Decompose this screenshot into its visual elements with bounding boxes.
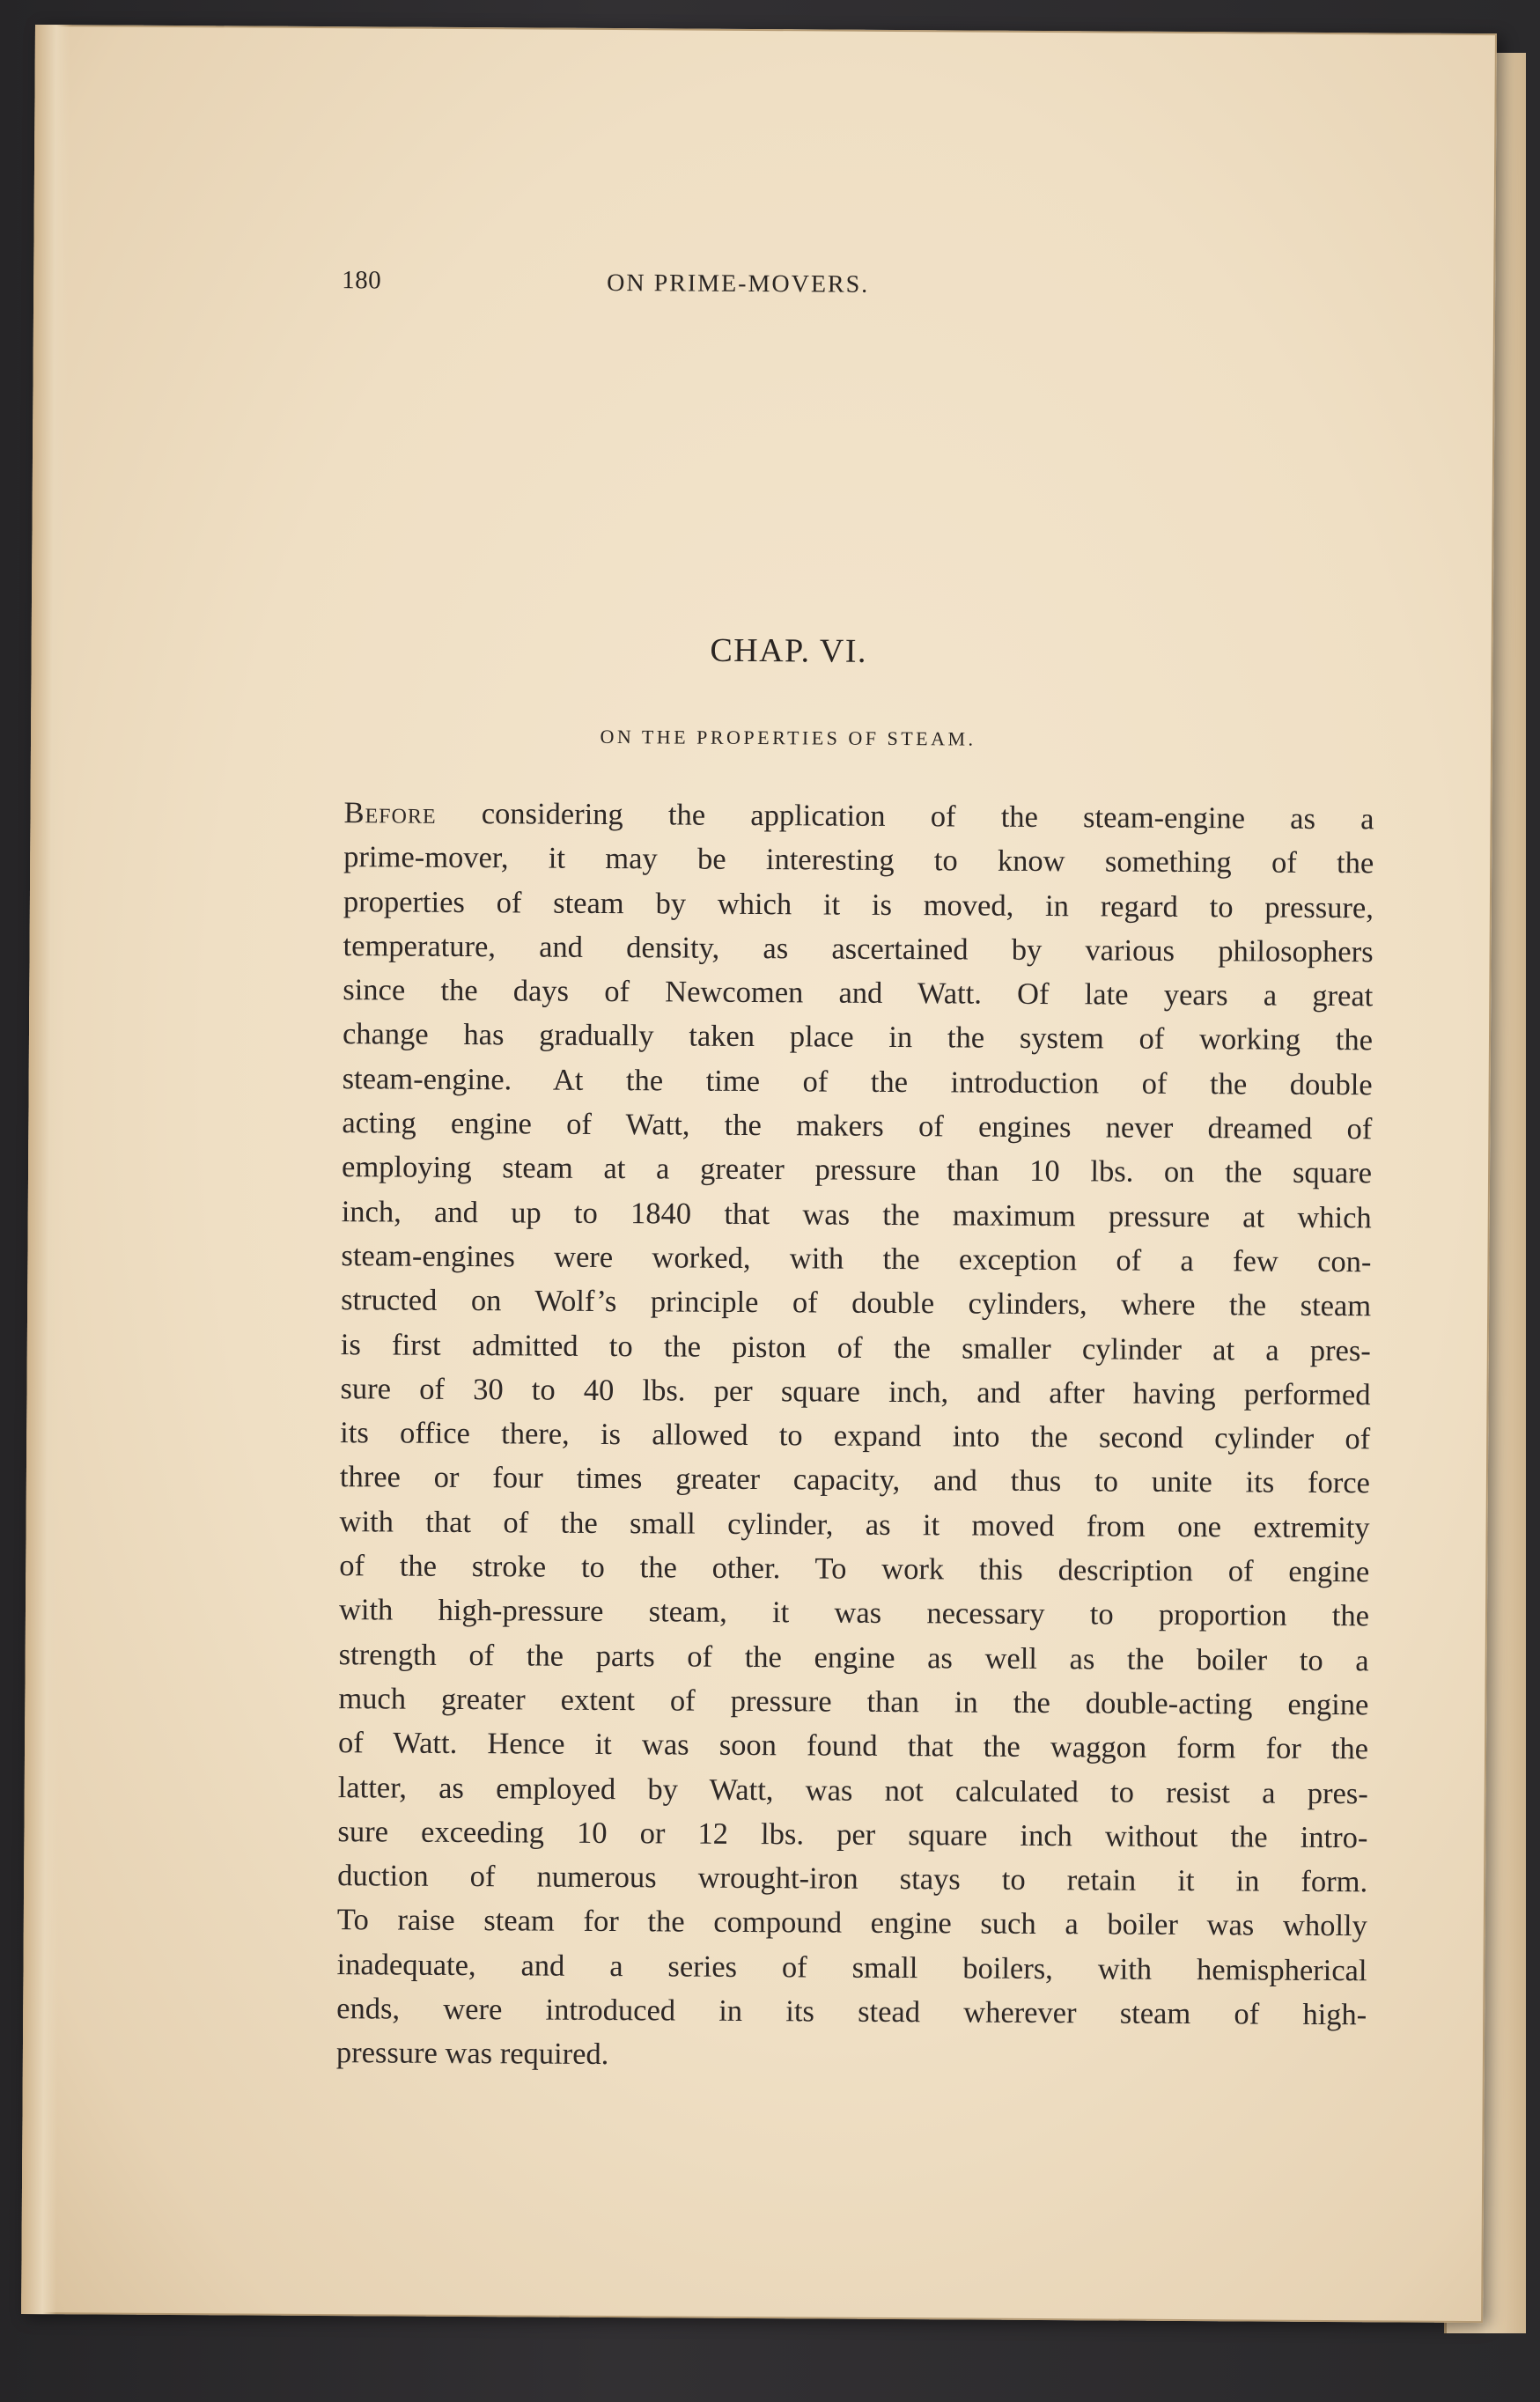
- body-paragraph: [336, 791, 1374, 2081]
- text-line: since the days of Newcomen and Watt. Of late years a great: [343, 973, 1374, 1013]
- text-line: inadequate, and a series of small boilers, with hemispherical: [336, 1947, 1367, 1987]
- text-line: is first admitted to the piston of the smaller cylinder at a pres-: [340, 1327, 1371, 1367]
- text-line: temperature, and density, as ascertained by various philosophers: [343, 929, 1374, 969]
- opening-word: Before: [343, 796, 437, 830]
- text-line: sure of 30 to 40 lbs. per square inch, and after having performed: [340, 1372, 1371, 1412]
- text-line: three or four times greater capacity, and thus to unite its force: [339, 1460, 1371, 1500]
- text-line: pressure was required.: [335, 2036, 609, 2072]
- text-line: latter, as employed by Watt, was not calculated to resist a pres-: [337, 1770, 1368, 1810]
- text-line: acting engine of Watt, the makers of engines never dreamed of: [342, 1106, 1373, 1146]
- book-page: [21, 25, 1497, 2323]
- text-line: with that of the small cylinder, as it moved from one extremity: [339, 1504, 1370, 1545]
- text-line: of the stroke to the other. To work this description of engine: [339, 1549, 1370, 1589]
- text-line: change has gradually taken place in the system of working the: [342, 1017, 1374, 1057]
- text-line: with high-pressure steam, it was necessary to proportion the: [338, 1593, 1370, 1633]
- text-line: Before considering the application of the steam-engine as a: [343, 796, 1374, 836]
- text-line: structed on Wolf’s principle of double cylinders, where the steam: [341, 1283, 1372, 1323]
- text-line: duction of numerous wrought-iron stays to retain it in form.: [337, 1859, 1368, 1899]
- text-line: much greater extent of pressure than in the double-acting engine: [338, 1682, 1369, 1722]
- text-line: To raise steam for the compound engine such a boiler was wholly: [336, 1903, 1367, 1943]
- text-line: steam-engines were worked, with the exception of a few con-: [341, 1239, 1372, 1279]
- text-line: ends, were introduced in its stead wherever steam of high-: [336, 1992, 1367, 2032]
- text-line: inch, and up to 1840 that was the maximum pressure at which: [341, 1194, 1372, 1234]
- text-line: sure exceeding 10 or 12 lbs. per square inch without the intro-: [337, 1814, 1368, 1855]
- section-title: ON THE PROPERTIES OF STEAM.: [600, 725, 976, 750]
- text-line: employing steam at a greater pressure than 10 lbs. on the square: [341, 1150, 1373, 1190]
- page-number: 180: [342, 266, 382, 295]
- text-line: steam-engine. At the time of the introduction of the double: [342, 1061, 1373, 1102]
- running-head: [33, 245, 1495, 306]
- text-line: properties of steam by which it is moved, in regard to pressure,: [343, 884, 1374, 925]
- text-line: prime-mover, it may be interesting to know something of the: [343, 840, 1374, 880]
- chapter-title: CHAP. VI.: [710, 631, 868, 670]
- text-line: its office there, is allowed to expand into the second cylinder of: [340, 1416, 1371, 1456]
- running-title: ON PRIME-MOVERS.: [607, 269, 870, 298]
- text-line: strength of the parts of the engine as well as the boiler to a: [338, 1637, 1369, 1677]
- text-line: of Watt. Hence it was soon found that the waggon form for the: [337, 1726, 1369, 1766]
